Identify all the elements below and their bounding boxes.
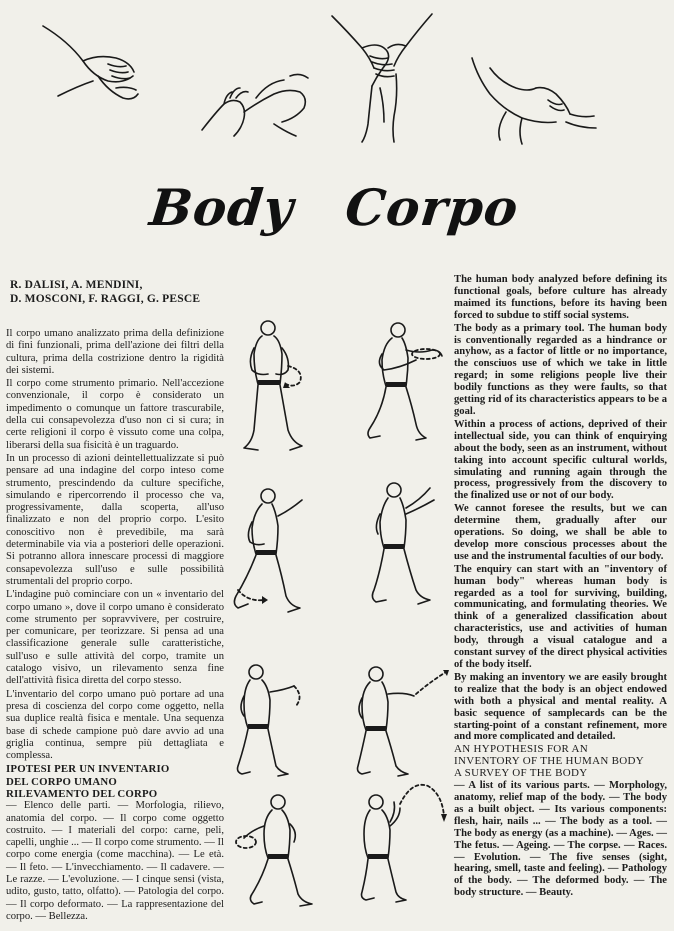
figure-illustration-2 bbox=[360, 320, 448, 444]
english-paragraph: We cannot foresee the results, but we can determine them, gradually after our operations. So doing, we shall be able to develop more conscious processes about the use and the instrumental faculties of our body. bbox=[454, 503, 667, 562]
figure-illustration-7 bbox=[232, 790, 330, 910]
italian-paragraph: Il corpo come strumento primario. Nell'accezione convenzionale, il corpo è considerato un impedimento o comunque un fattore trascurabile, della cui consapevolezza d'uso non ci si cura; in certe religioni il corpo è vissuto come una colpa, liberarsi della sua fisicità è un traguardo. bbox=[6, 378, 224, 451]
figure-illustration-3 bbox=[228, 486, 316, 618]
english-paragraph: Within a process of actions, deprived of their intellectual side, you can think of enquirying about the body, seen as an instrument, without taking into account specific cultural worlds, simulating and running again through the process, progressively from the discovery to the finalized use or not of our body. bbox=[454, 418, 667, 502]
hands-foot-illustration-1 bbox=[38, 6, 148, 106]
title-word-corpo: Corpo bbox=[342, 178, 522, 237]
english-paragraph: By making an inventory we are easily brought to realize that the body is an object endowed with both a physical and mental reality. A basic sequence of samplecards can be the starting-point of a constant refinement, more and more complicated and detailed. bbox=[454, 671, 667, 743]
title-word-body: Body bbox=[146, 178, 297, 237]
figure-illustration-5 bbox=[232, 662, 312, 780]
english-heading-line: AN HYPOTHESIS FOR AN bbox=[454, 743, 589, 756]
italian-paragraph: In un processo di azioni deintellettualizzate si può pensare ad una indagine del corpo inteso come strumento, prescindendo da culture specifiche, simulando e ripercorrendo il processo che va, progressivamente, dalla scoperta, all'uso finalizzato e non del proprio corpo. L'esito conoscitivo non è prevedibile, ma sarà determinabile via via a posteriori delle operazioni. Si potranno allora innescare processi di maggiore consapevolezza sull'uso e sulle possibilità strumentali del proprio corpo. bbox=[6, 452, 224, 587]
hands-foot-illustration-2 bbox=[196, 32, 314, 142]
english-heading-line: INVENTORY OF THE HUMAN BODY bbox=[454, 755, 645, 768]
italian-text-column bbox=[6, 328, 224, 924]
italian-heading-line: DEL CORPO UMANO bbox=[6, 775, 117, 788]
page-title bbox=[146, 178, 522, 238]
author-line: R. DALISI, A. MENDINI, bbox=[10, 279, 143, 291]
italian-paragraph: L'indagine può cominciare con un « inventario del corpo umano », dove il corpo umano è considerato come strumento per sopravvivere, per costruire, per comunicare, per teorizzare. Si pensa ad una classificazione generale sulle caratteristiche, sull'uso e sulle attività del corpo, tramite un catalogo visivo, un rilevamento senza fine dell'attività fisica diretta del corpo stesso. bbox=[6, 589, 224, 687]
english-heading-line: A SURVEY OF THE BODY bbox=[454, 767, 588, 780]
figure-illustration-6 bbox=[350, 660, 452, 780]
author-credits bbox=[10, 278, 310, 306]
italian-heading-line: RILEVAMENTO DEL CORPO bbox=[6, 787, 158, 800]
author-line: D. MOSCONI, F. RAGGI, G. PESCE bbox=[10, 293, 201, 305]
italian-paragraph: Il corpo umano analizzato prima della definizione di fini funzionali, prima dell'azione dei filtri della cultura, prima della costrizione dentro la rigidità dei sistemi. bbox=[6, 328, 224, 376]
italian-heading-line: IPOTESI PER UN INVENTARIO bbox=[6, 763, 170, 776]
english-paragraph: The enquiry can start with an "inventory of human body" whereas human body is regarded as a tool for surviving, building, communicating, and formulating theories. We think of a generalized classification about characteristics, use and activities of human body, through a visual catalogue and a constant survey of the direct physical activities of the body itself. bbox=[454, 563, 667, 670]
italian-paragraph: L'inventario del corpo umano può portare ad una presa di coscienza del corpo come oggetto, nella sua duplice realtà fisica e mentale. Una sequenza base di schede campione può dare avvio ad una griglia continua, sempre più dettagliata e complessa. bbox=[6, 688, 224, 762]
figure-illustration-4 bbox=[364, 478, 448, 608]
italian-survey-list: — Elenco delle parti. — Morfologia, rilievo, anatomia del corpo. — Il corpo come oggetto costruito. — I materiali del corpo: carne, peli, capelli, unghie ... — Il corpo come strumento. — Il corpo come energia (come macchina). — Le età. — Il feto. — L'invecchiamento. — Il cadavere. — Le razze. — L'evoluzione. — I cinque sensi (vista, udito, gusto, tatto, olfatto). — Patologia del corpo. — Il corpo deformato. — La rappresentazione del corpo. — Bellezza. bbox=[6, 800, 224, 922]
english-paragraph: The body as a primary tool. The human body is conventionally regarded as a hindrance or anyhow, as a factor of little or no importance, the consciuos use of which we take in little regard; in some religions people live their bodily functions as they were faults, so that getting rid of its characteristics appears to be a goal. bbox=[454, 322, 667, 417]
hands-foot-illustration-3 bbox=[322, 4, 442, 144]
figure-illustration-1 bbox=[238, 318, 318, 456]
english-text-column bbox=[454, 274, 667, 900]
english-survey-list: — A list of its various parts. — Morphology, anatomy, relief map of the body. — The body as a built object. — Its various components: flesh, hair, nails ... — The body as a tool. — The body as energy (as a machine). — Ages. — The fetus. — Ageing. — The corpse. — Races. — Evolution. — The five senses (sight, hearing, smell, taste and feeling). — Pathology of the body. — The deformed body. — The body structure. — Beauty. bbox=[454, 780, 667, 899]
english-paragraph: The human body analyzed before defining its functional goals, before culture has already maimed its functions, before its having been forced to subdue to stiff social systems. bbox=[454, 274, 667, 321]
figure-illustration-8 bbox=[356, 776, 452, 908]
hands-foot-illustration-4 bbox=[466, 48, 602, 148]
